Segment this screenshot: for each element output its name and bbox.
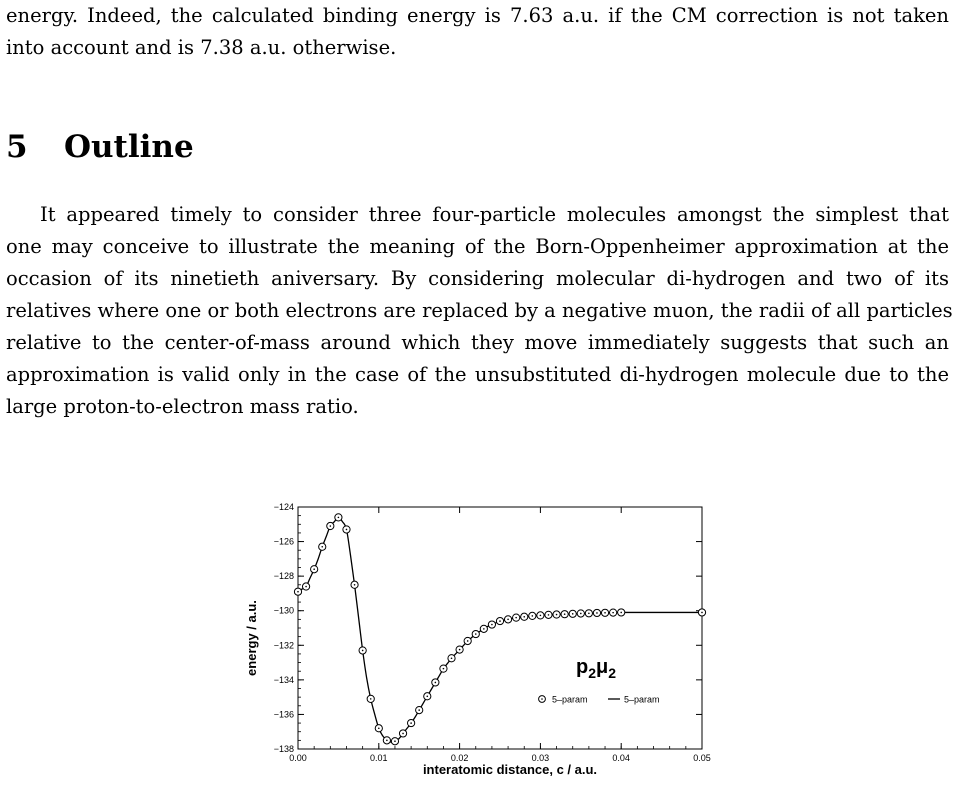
- series-point-center: [435, 682, 437, 684]
- series-point-center: [612, 612, 614, 614]
- x-tick-label: 0.00: [289, 753, 307, 763]
- plot-axes: [274, 502, 711, 763]
- x-axis-label: interatomic distance, c / a.u.: [422, 762, 598, 777]
- series-point-center: [305, 586, 307, 588]
- series-point-center: [572, 613, 574, 615]
- series-point-center: [451, 657, 453, 659]
- series-point-center: [580, 613, 582, 615]
- legend-marker-center: [541, 698, 543, 700]
- x-tick-label: 0.02: [450, 753, 469, 763]
- y-axis-label: energy / a.u.: [244, 600, 259, 676]
- series-point-center: [354, 584, 356, 586]
- section-number: 5: [6, 129, 28, 165]
- series-point-center: [596, 612, 598, 614]
- series-point-center: [588, 613, 590, 615]
- series-point-center: [523, 616, 525, 618]
- series-line: [298, 517, 702, 742]
- paragraph-outline: [6, 199, 953, 423]
- text-line: energy. Indeed, the calculated binding energy is 7.63 a.u. if the CM correction is not taken: [6, 4, 949, 27]
- series-point-center: [297, 591, 299, 593]
- series-point-center: [426, 695, 428, 697]
- y-tick-label: −132: [273, 640, 294, 651]
- series-point-center: [701, 612, 703, 614]
- series-point-center: [370, 698, 372, 700]
- series-point-center: [515, 617, 517, 619]
- annotation-subscript: 2: [588, 665, 597, 681]
- series-point-center: [402, 733, 404, 735]
- y-tick-label: −136: [273, 709, 294, 720]
- series-point-center: [499, 620, 501, 622]
- text-line: It appeared timely to consider three four-particle molecules amongst the simplest that: [40, 203, 949, 226]
- annotation-base: p: [576, 656, 589, 678]
- annotation-mu: μ: [596, 656, 609, 678]
- series-point-center: [394, 740, 396, 742]
- series-point-center: [491, 624, 493, 626]
- section-title: Outline: [64, 129, 194, 165]
- series-point-center: [362, 650, 364, 652]
- legend-label: 5–param: [552, 694, 588, 705]
- legend: [539, 695, 660, 705]
- y-tick-label: −126: [273, 536, 294, 547]
- series-point-center: [410, 722, 412, 724]
- series-point-center: [418, 709, 420, 711]
- text-line: relative to the center-of-mass around which they move immediately suggests that such an: [6, 331, 949, 354]
- series-point-center: [467, 640, 469, 642]
- x-tick-label: 0.05: [693, 753, 711, 763]
- paragraph-intro: [6, 0, 949, 64]
- text-line: one may conceive to illustrate the meaning of the Born-Oppenheimer approximation at the: [6, 235, 949, 258]
- series-point-center: [313, 568, 315, 570]
- text-line: large proton-to-electron mass ratio.: [6, 395, 359, 418]
- plot-frame: [298, 507, 702, 749]
- section-heading: [6, 127, 194, 167]
- x-tick-label: 0.04: [612, 753, 630, 763]
- series-point-center: [443, 668, 445, 670]
- series-point-center: [532, 615, 534, 617]
- y-tick-label: −128: [273, 571, 294, 582]
- annotation-subscript: 2: [608, 665, 617, 681]
- y-tick-label: −138: [273, 744, 294, 754]
- curve-layer: [298, 517, 702, 742]
- series-point-center: [620, 612, 622, 614]
- text-line: into account and is 7.38 a.u. otherwise.: [6, 36, 397, 59]
- series-point-center: [321, 546, 323, 548]
- text-line: approximation is valid only in the case of the unsubstituted di-hydrogen molecule due to the: [6, 363, 949, 386]
- series-point-center: [564, 613, 566, 615]
- series-point-center: [475, 633, 477, 635]
- series-point-center: [459, 649, 461, 651]
- y-tick-label: −134: [273, 674, 294, 685]
- series-point-center: [540, 615, 542, 617]
- series-point-center: [604, 612, 606, 614]
- legend-label: 5–param: [624, 694, 660, 705]
- x-tick-label: 0.03: [531, 753, 550, 763]
- series-point-center: [507, 619, 509, 621]
- series-point-center: [338, 517, 340, 519]
- series-point-center: [330, 525, 332, 527]
- series-point-center: [386, 740, 388, 742]
- text-line: relatives where one or both electrons are replaced by a negative muon, the radii of all particles: [6, 299, 953, 322]
- y-tick-label: −124: [273, 502, 294, 512]
- marker-layer: [294, 514, 705, 745]
- series-point-center: [378, 727, 380, 729]
- molecule-annotation: [576, 656, 616, 681]
- series-point-center: [556, 614, 558, 616]
- energy-curve-figure: [230, 495, 730, 789]
- series-point-center: [346, 529, 348, 531]
- text-line: occasion of its ninetieth aniversary. By considering molecular di-hydrogen and two of its: [6, 267, 949, 290]
- series-point-center: [548, 614, 550, 616]
- y-tick-label: −130: [273, 605, 294, 616]
- series-point-center: [483, 628, 485, 630]
- x-tick-label: 0.01: [370, 753, 388, 763]
